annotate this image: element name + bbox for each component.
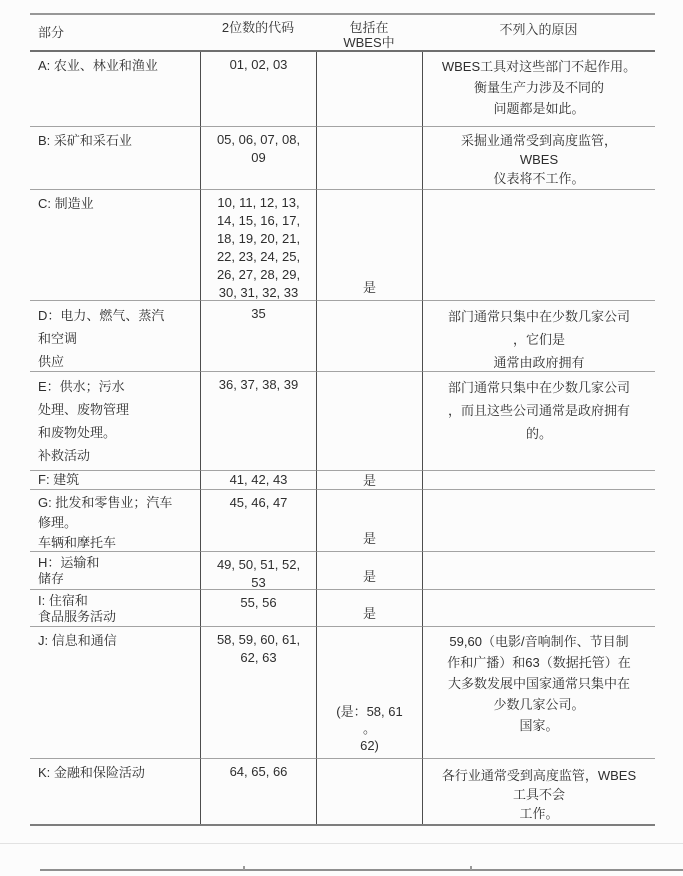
text-line: 41, 42, 43 (229, 472, 288, 487)
text-line: 修理。 (38, 515, 78, 530)
cell-I-sector (30, 590, 200, 627)
text-line: 通常由政府拥有 (493, 355, 585, 370)
text-line: K: 金融和保险活动 (38, 765, 145, 780)
cell-K-wbes (316, 759, 422, 824)
text-line: 53 (251, 575, 266, 590)
text-line: ，它们是 (512, 332, 565, 347)
cell-C-sector (30, 190, 200, 301)
cell-B-sector (30, 127, 200, 190)
text-line: 部门通常只集中在少数几家公司 (447, 380, 630, 395)
header-cell-wbes (316, 15, 422, 52)
text-line: WBES中 (343, 35, 395, 50)
cell-F-sector (30, 471, 200, 490)
cell-H-sector (30, 552, 200, 590)
sector-table (30, 13, 655, 826)
cell-E-codes (200, 372, 316, 471)
cell-G-reason (422, 490, 655, 552)
cell-C-reason (422, 190, 655, 301)
cell-I-reason (422, 590, 655, 627)
text-line: 大多数发展中国家通常只集中在 (447, 676, 630, 691)
cell-J-sector (30, 627, 200, 759)
text-line: 衡量生产力涉及不同的 (473, 80, 604, 95)
text-line: 工具不会 (512, 787, 565, 802)
text-line: 01, 02, 03 (229, 57, 288, 72)
text-line: 食品服务活动 (38, 609, 117, 624)
text-line: A: 农业、林业和渔业 (38, 58, 158, 73)
text-line: 是 (362, 280, 376, 295)
text-line: 不列入的原因 (499, 22, 578, 37)
text-line: 处理、废物管理 (38, 402, 130, 417)
text-line: 补救活动 (38, 448, 91, 463)
text-line: 部分 (38, 25, 65, 40)
cell-I-wbes (316, 590, 422, 627)
text-line: 的。 (525, 426, 552, 441)
cell-J-reason (422, 627, 655, 759)
text-line: 少数几家公司。 (493, 697, 585, 712)
cell-D-wbes (316, 301, 422, 372)
column-tick-mark (243, 866, 245, 870)
page-divider-line (0, 843, 683, 844)
text-line: 2位数的代码 (221, 20, 295, 35)
text-line: 22, 23, 24, 25, (216, 249, 301, 264)
text-line: I: 住宿和 (38, 593, 88, 608)
cell-E-reason (422, 372, 655, 471)
text-line: 14, 15, 16, 17, (216, 213, 301, 228)
header-cell-codes (200, 15, 316, 52)
text-line: 45, 46, 47 (229, 495, 288, 510)
cell-K-sector (30, 759, 200, 824)
text-line: 是 (362, 473, 376, 488)
text-line: 18, 19, 20, 21, (216, 231, 301, 246)
text-line: 58, 59, 60, 61, (216, 632, 301, 647)
text-line: (是：58, 61 (336, 704, 403, 719)
text-line: 作和广播）和63（数据托管）在 (447, 655, 631, 670)
cell-D-codes (200, 301, 316, 372)
text-line: 35 (251, 306, 266, 321)
cell-K-codes (200, 759, 316, 824)
cell-A-wbes (316, 52, 422, 127)
text-line: 30, 31, 32, 33 (218, 285, 299, 300)
cell-D-reason (422, 301, 655, 372)
text-line: 05, 06, 07, 08, (216, 132, 301, 147)
text-line: 仪表将不工作。 (493, 171, 585, 186)
text-line: 26, 27, 28, 29, (216, 267, 301, 282)
text-line: 和空调 (38, 331, 78, 346)
text-line: 国家。 (519, 718, 559, 733)
text-line: WBES工具对这些部门不起作用。 (441, 59, 637, 74)
text-line: 问题都是如此。 (493, 101, 585, 116)
text-line: 包括在 (349, 20, 389, 35)
next-table-top-border (40, 869, 683, 871)
text-line: 。 (362, 721, 376, 736)
cell-F-wbes (316, 471, 422, 490)
text-line: 10, 11, 12, 13, (217, 195, 300, 210)
text-line: 和废物处理。 (38, 425, 117, 440)
cell-J-codes (200, 627, 316, 759)
text-line: 是 (362, 531, 376, 546)
cell-B-reason (422, 127, 655, 190)
text-line: J: 信息和通信 (38, 633, 117, 648)
header-cell-reason (422, 15, 655, 52)
text-line: 供应 (38, 354, 65, 369)
cell-H-codes (200, 552, 316, 590)
text-line: H：运输和 (38, 555, 100, 570)
cell-H-wbes (316, 552, 422, 590)
text-line: WBES (519, 152, 559, 167)
text-line: B: 采矿和采石业 (38, 133, 132, 148)
text-line: C: 制造业 (38, 196, 94, 211)
cell-B-wbes (316, 127, 422, 190)
cell-F-reason (422, 471, 655, 490)
cell-G-codes (200, 490, 316, 552)
cell-H-reason (422, 552, 655, 590)
cell-G-sector (30, 490, 200, 552)
text-line: F: 建筑 (38, 472, 80, 487)
cell-C-wbes (316, 190, 422, 301)
text-line: 工作。 (519, 806, 559, 821)
text-line: 49, 50, 51, 52, (216, 557, 301, 572)
text-line: 是 (362, 606, 376, 621)
text-line: 储存 (38, 571, 65, 586)
text-line: 62) (360, 738, 379, 753)
cell-E-sector (30, 372, 200, 471)
text-line: 各行业通常受到高度监管，WBES (441, 768, 637, 783)
text-line: E：供水；污水 (38, 379, 125, 394)
text-line: D：电力、燃气、蒸汽 (38, 308, 165, 323)
cell-A-codes (200, 52, 316, 127)
text-line: 55, 56 (240, 595, 277, 610)
text-line: 车辆和摩托车 (38, 535, 117, 550)
text-line: 62, 63 (240, 650, 277, 665)
cell-A-reason (422, 52, 655, 127)
text-line: G: 批发和零售业；汽车 (38, 495, 173, 510)
cell-I-codes (200, 590, 316, 627)
cell-C-codes (200, 190, 316, 301)
text-line: 09 (251, 150, 266, 165)
text-line: 采掘业通常受到高度监管， (460, 133, 617, 148)
text-line: 59,60（电影/音响制作、节目制 (449, 634, 629, 649)
text-line: 是 (362, 569, 376, 584)
text-line: ，而且这些公司通常是政府拥有 (447, 403, 630, 418)
cell-E-wbes (316, 372, 422, 471)
text-line: 部门通常只集中在少数几家公司 (447, 309, 630, 324)
text-line: 36, 37, 38, 39 (218, 377, 299, 392)
cell-J-wbes (316, 627, 422, 759)
cell-A-sector (30, 52, 200, 127)
cell-G-wbes (316, 490, 422, 552)
cell-K-reason (422, 759, 655, 824)
cell-B-codes (200, 127, 316, 190)
text-line: 64, 65, 66 (229, 764, 288, 779)
column-tick-mark (470, 866, 472, 870)
header-cell-sector (30, 15, 200, 52)
cell-F-codes (200, 471, 316, 490)
cell-D-sector (30, 301, 200, 372)
